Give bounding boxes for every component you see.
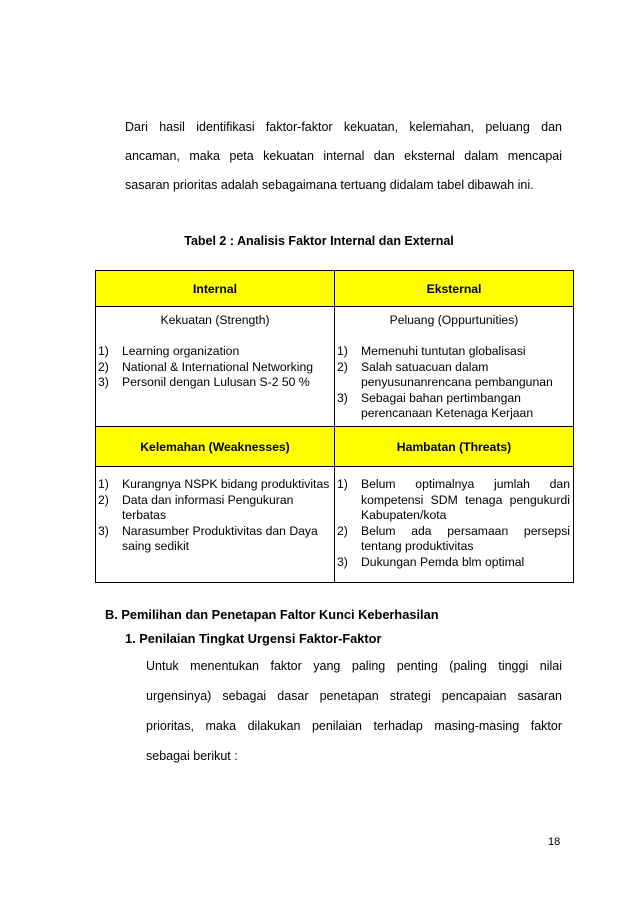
table-caption: Tabel 2 : Analisis Faktor Internal dan External: [184, 234, 454, 248]
section-1-heading: 1. Penilaian Tingkat Urgensi Faktor-Faktor: [125, 631, 382, 646]
opportunities-list: [335, 344, 573, 422]
threats-list: [335, 477, 573, 570]
list-item: 2) National & International Networking: [98, 359, 314, 374]
strength-list: [96, 344, 334, 391]
list-item: 3) Personil dengan Lulusan S-2 50 %: [98, 375, 310, 389]
paragraph-line: prioritas, maka dilakukan penilaian terhadap masing-masing faktor: [146, 719, 562, 733]
weaknesses-list: [96, 477, 334, 555]
list-item: 1) Kurangnya NSPK bidang produktivitas: [98, 477, 330, 491]
intro-line: Dari hasil identifikasi faktor-faktor kekuatan, kelemahan, peluang dan: [125, 120, 562, 134]
list-item: 2) Salah satuacuan dalam penyusunanrencana pembangunan: [337, 359, 553, 389]
intro-line: ancaman, maka peta kekuatan internal dan eksternal dalam mencapai: [125, 149, 562, 163]
list-item: 1) Memenuhi tuntutan globalisasi: [337, 344, 526, 358]
section-b-paragraph: [146, 659, 562, 769]
page-number: 18: [548, 836, 561, 848]
paragraph-line: urgensinya) sebagai dasar penetapan strategi pencapaian sasaran: [146, 689, 562, 703]
internal-header: Internal: [96, 271, 335, 307]
section-b-heading: B. Pemilihan dan Penetapan Faltor Kunci Keberhasilan: [105, 607, 439, 622]
list-item: 1) Belum optimalnya jumlah dan kompetensi SDM tenaga pengukurdi Kabupaten/kota: [337, 477, 570, 522]
paragraph-line: Untuk menentukan faktor yang paling penting (paling tinggi nilai: [146, 659, 562, 673]
external-header: Eksternal: [335, 271, 574, 307]
paragraph-line: sebagai berikut :: [146, 749, 238, 763]
weaknesses-header: Kelemahan (Weaknesses): [96, 427, 335, 467]
opportunities-cell: [335, 307, 574, 427]
list-item: 3) Dukungan Pemda blm optimal: [337, 554, 525, 569]
list-item: 3) Sebagai bahan pertimbangan perencanaan Ketenaga Kerjaan: [337, 390, 534, 420]
list-item: 2) Belum ada persamaan persepsi tentang produktivitas: [337, 523, 570, 553]
list-item: 1) Learning organization: [98, 344, 240, 358]
strength-cell: [96, 307, 335, 427]
strength-title: Kekuatan (Strength): [160, 313, 270, 327]
list-item: 3) Narasumber Produktivitas dan Daya saing sedikit: [98, 523, 318, 553]
opportunities-title: Peluang (Oppurtunities): [389, 313, 519, 327]
weaknesses-cell: [96, 467, 335, 583]
threats-cell: [335, 467, 574, 583]
intro-paragraph: [125, 120, 562, 200]
swot-table: [95, 270, 574, 583]
threats-header: Hambatan (Threats): [335, 427, 574, 467]
list-item: 2) Data dan informasi Pengukuran terbatas: [98, 492, 294, 522]
intro-line: sasaran prioritas adalah sebagaimana tertuang didalam tabel dibawah ini.: [125, 178, 534, 192]
